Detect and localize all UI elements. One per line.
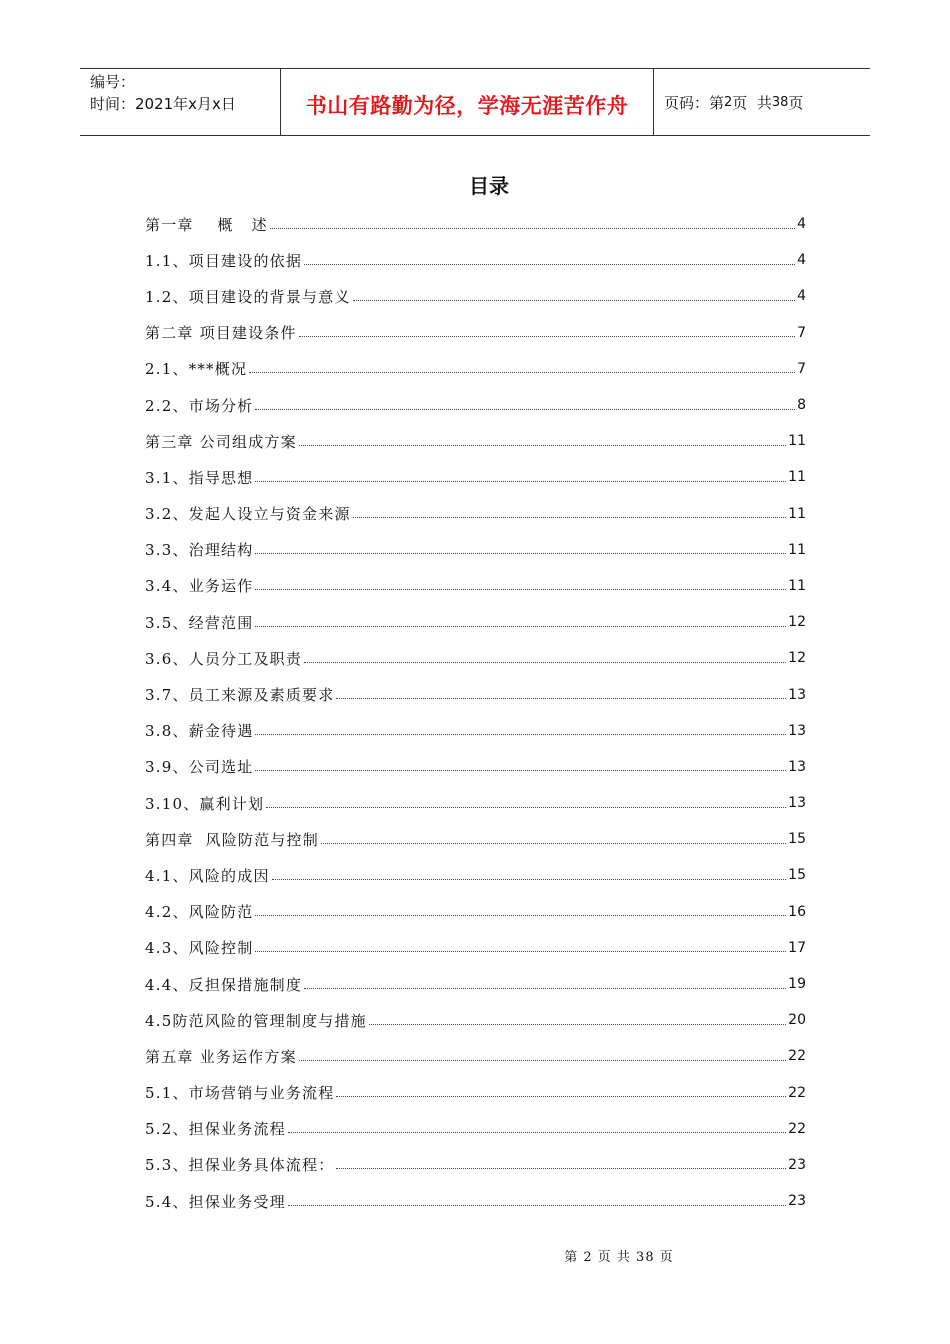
toc-entry[interactable] — [145, 351, 806, 387]
toc-entry[interactable] — [145, 568, 806, 604]
toc-entry[interactable] — [145, 857, 806, 893]
toc-dot-leader — [353, 300, 795, 301]
toc-dot-leader — [255, 553, 786, 554]
page-header — [80, 68, 870, 136]
toc-dot-leader — [266, 807, 786, 808]
toc-entry-page: 12 — [788, 614, 806, 631]
toc-entry[interactable] — [145, 315, 806, 351]
toc-entry-page: 15 — [788, 831, 806, 848]
toc-entry-page: 12 — [788, 650, 806, 667]
toc-entry-page: 7 — [797, 324, 806, 341]
toc-entry-page: 16 — [788, 903, 806, 920]
toc-entry-label: 第五章 业务运作方案 — [145, 1047, 297, 1066]
page-suffix: 页 — [788, 93, 804, 112]
toc-entry-page: 20 — [788, 1012, 806, 1029]
toc-entry-label: 2.2、市场分析 — [145, 396, 254, 415]
toc-entry-page: 22 — [788, 1048, 806, 1065]
toc-dot-leader — [255, 409, 795, 410]
toc-entry-label: 3.2、发起人设立与资金来源 — [145, 505, 351, 524]
toc-entry-label: 第三章 公司组成方案 — [145, 432, 297, 451]
toc-entry-label: 3.4、业务运作 — [145, 577, 254, 596]
toc-entry-page: 11 — [788, 541, 806, 558]
toc-entry[interactable] — [145, 1183, 806, 1219]
page-footer: 第 2 页 共 38 页 — [564, 1250, 674, 1265]
toc-entry[interactable] — [145, 749, 806, 785]
toc-entry-page: 17 — [788, 939, 806, 956]
toc-entry[interactable] — [145, 713, 806, 749]
toc-entry-label: 4.4、反担保措施制度 — [145, 975, 303, 994]
toc-entry-page: 11 — [788, 505, 806, 522]
toc-entry[interactable] — [145, 966, 806, 1002]
toc-entry[interactable] — [145, 894, 806, 930]
toc-entry-label: 2.1、***概况 — [145, 360, 248, 379]
toc-entry[interactable] — [145, 1147, 806, 1183]
toc-entry-label: 3.7、员工来源及素质要求 — [145, 686, 335, 705]
toc-dot-leader — [255, 951, 786, 952]
toc-entry-page: 22 — [788, 1084, 806, 1101]
toc-title: 目录 — [469, 174, 509, 198]
toc-entry[interactable] — [145, 676, 806, 712]
toc-dot-leader — [255, 915, 786, 916]
toc-entry[interactable] — [145, 1038, 806, 1074]
toc-entry-page: 8 — [797, 397, 806, 414]
toc-dot-leader — [272, 879, 787, 880]
toc-dot-leader — [304, 662, 786, 663]
toc-entry-page: 23 — [788, 1156, 806, 1173]
header-motto-cell — [281, 69, 654, 135]
toc-entry-page: 13 — [788, 795, 806, 812]
toc-entry-label: 3.10、赢利计划 — [145, 794, 265, 813]
toc-dot-leader — [336, 698, 786, 699]
toc-dot-leader — [255, 734, 786, 735]
toc-dot-leader — [299, 445, 786, 446]
toc-dot-leader — [353, 517, 787, 518]
toc-entry-label: 第二章 项目建设条件 — [145, 324, 297, 343]
toc-list — [145, 206, 806, 1219]
toc-entry[interactable] — [145, 206, 806, 242]
toc-entry-page: 13 — [788, 686, 806, 703]
toc-entry-label: 1.1、项目建设的依据 — [145, 251, 303, 270]
page-total: 38 — [771, 94, 789, 110]
toc-dot-leader — [321, 843, 786, 844]
document-number-label: 编号： — [90, 73, 136, 91]
toc-entry[interactable] — [145, 387, 806, 423]
toc-dot-leader — [270, 228, 795, 229]
toc-entry-label: 5.2、担保业务流程 — [145, 1120, 286, 1139]
toc-entry-page: 4 — [797, 288, 806, 305]
toc-entry-label: 5.4、担保业务受理 — [145, 1192, 286, 1211]
toc-entry-page: 11 — [788, 433, 806, 450]
toc-entry[interactable] — [145, 640, 806, 676]
toc-entry-label: 3.1、指导思想 — [145, 468, 254, 487]
toc-entry[interactable] — [145, 532, 806, 568]
toc-entry-label: 3.3、治理结构 — [145, 541, 254, 560]
toc-entry[interactable] — [145, 423, 806, 459]
toc-entry-label: 3.9、公司选址 — [145, 758, 254, 777]
page-current: 2 — [724, 94, 733, 110]
toc-entry[interactable] — [145, 1075, 806, 1111]
toc-dot-leader — [336, 1096, 786, 1097]
toc-dot-leader — [299, 336, 795, 337]
toc-entry-label: 5.1、市场营销与业务流程 — [145, 1084, 335, 1103]
toc-entry-page: 13 — [788, 722, 806, 739]
toc-entry[interactable] — [145, 242, 806, 278]
toc-dot-leader — [304, 988, 786, 989]
header-motto: 书山有路勤为径，学海无涯苦作舟 — [305, 94, 629, 118]
toc-entry-page: 13 — [788, 758, 806, 775]
toc-dot-leader — [255, 626, 786, 627]
page-mid: 页 共 — [732, 93, 772, 112]
toc-entry-label: 第四章 风险防范与控制 — [145, 830, 319, 849]
toc-dot-leader — [336, 1168, 786, 1169]
toc-entry[interactable] — [145, 785, 806, 821]
toc-entry-label: 3.8、薪金待遇 — [145, 722, 254, 741]
toc-dot-leader — [255, 589, 786, 590]
document-time: 时间：2021年x月x日 — [90, 95, 236, 113]
toc-entry-label: 3.6、人员分工及职责 — [145, 649, 303, 668]
toc-dot-leader — [299, 1060, 786, 1061]
toc-entry-label: 4.1、风险的成因 — [145, 866, 270, 885]
toc-dot-leader — [255, 770, 786, 771]
toc-entry-page: 7 — [797, 360, 806, 377]
toc-entry-label: 4.2、风险防范 — [145, 903, 254, 922]
toc-entry-label: 1.2、项目建设的背景与意义 — [145, 287, 351, 306]
toc-entry-page: 23 — [788, 1193, 806, 1210]
toc-entry-page: 4 — [797, 216, 806, 233]
toc-dot-leader — [255, 481, 786, 482]
toc-entry-label: 5.3、担保业务具体流程： — [145, 1156, 335, 1175]
toc-entry[interactable] — [145, 278, 806, 314]
toc-dot-leader — [288, 1205, 786, 1206]
toc-dot-leader — [249, 372, 795, 373]
toc-entry-label: 3.5、经营范围 — [145, 613, 254, 632]
toc-entry-page: 22 — [788, 1120, 806, 1137]
toc-entry-label: 4.5防范风险的管理制度与措施 — [145, 1011, 367, 1030]
toc-dot-leader — [369, 1024, 786, 1025]
toc-entry[interactable] — [145, 459, 806, 495]
header-page-info — [654, 69, 870, 135]
toc-entry[interactable] — [145, 604, 806, 640]
header-meta — [80, 69, 281, 135]
toc-entry-page: 11 — [788, 577, 806, 594]
toc-entry[interactable] — [145, 496, 806, 532]
toc-dot-leader — [304, 264, 795, 265]
page-prefix: 页码：第 — [664, 93, 725, 112]
toc-dot-leader — [288, 1132, 786, 1133]
toc-entry-label: 第一章 概 述 — [145, 215, 268, 234]
toc-entry[interactable] — [145, 1002, 806, 1038]
toc-entry[interactable] — [145, 821, 806, 857]
toc-entry-label: 4.3、风险控制 — [145, 939, 254, 958]
toc-entry[interactable] — [145, 930, 806, 966]
toc-entry-page: 11 — [788, 469, 806, 486]
toc-entry[interactable] — [145, 1111, 806, 1147]
toc-entry-page: 4 — [797, 252, 806, 269]
toc-entry-page: 19 — [788, 976, 806, 993]
toc-entry-page: 15 — [788, 867, 806, 884]
